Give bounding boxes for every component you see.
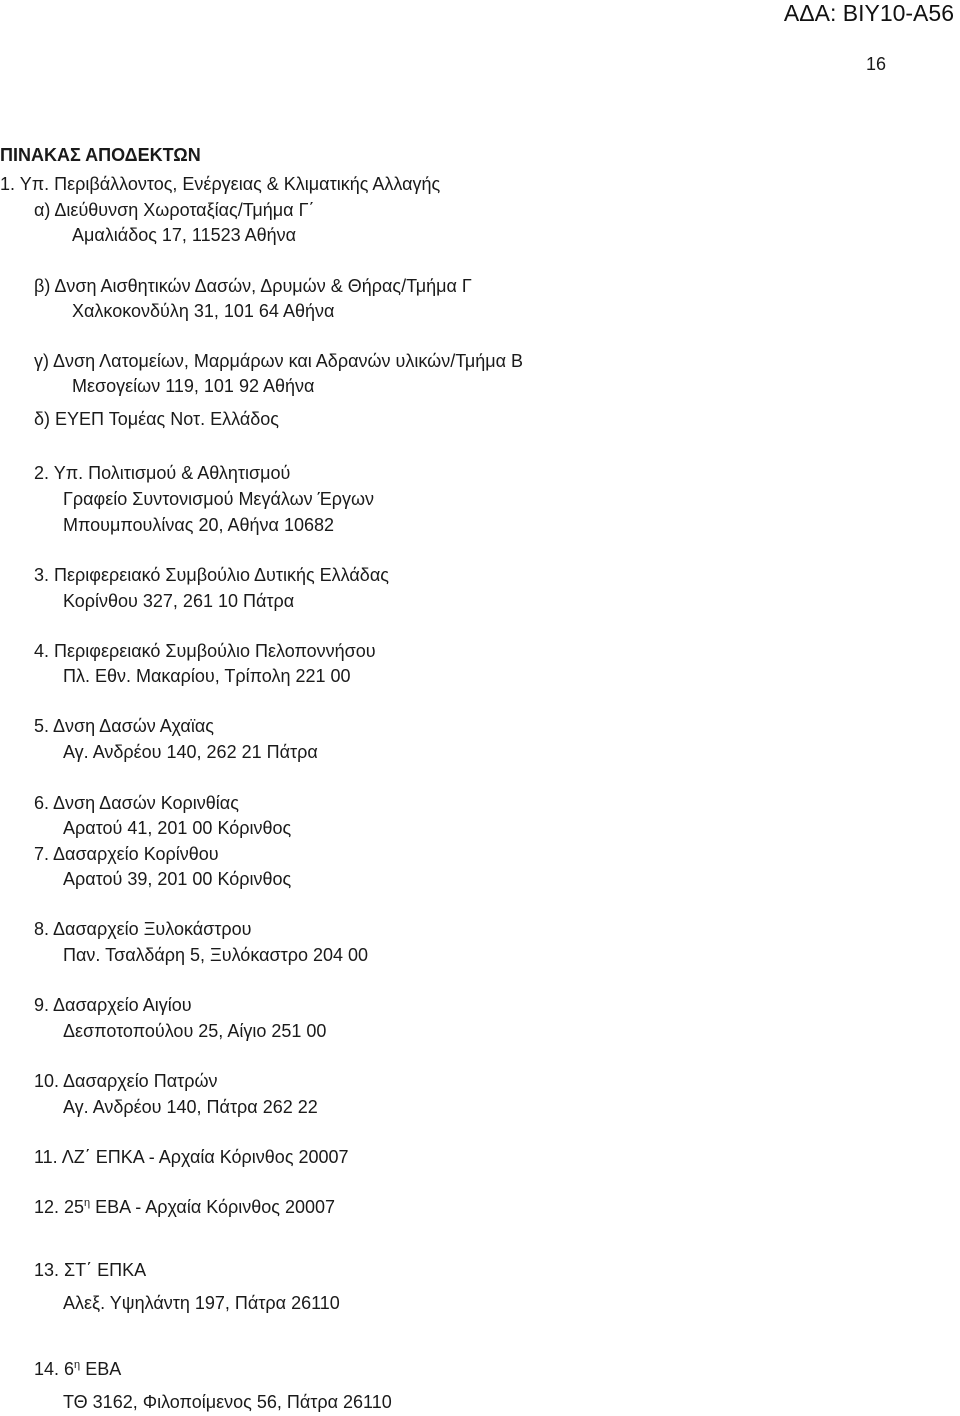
recipient-14-name: ΕΒΑ	[85, 1359, 122, 1379]
recipient-2-address: Μπουμπουλίνας 20, Αθήνα 10682	[63, 515, 335, 535]
recipient-2: 2. Υπ. Πολιτισμού & Αθλητισμού	[34, 463, 291, 483]
recipient-1a-address: Αμαλιάδος 17, 11523 Αθήνα	[72, 225, 297, 245]
recipient-1c: γ) Δνση Λατομείων, Μαρμάρων και Αδρανών υλικών/Τμήμα Β	[34, 351, 524, 371]
recipient-10-address: Αγ. Ανδρέου 140, Πάτρα 262 22	[63, 1097, 318, 1117]
recipient-13-address: Αλεξ. Υψηλάντη 197, Πάτρα 26110	[63, 1293, 340, 1313]
recipient-3-address: Κορίνθου 327, 261 10 Πάτρα	[63, 591, 295, 611]
recipient-14-address: ΤΘ 3162, Φιλοποίμενος 56, Πάτρα 26110	[63, 1392, 392, 1412]
recipient-14-num: 14. 6	[34, 1359, 75, 1379]
recipient-9: 9. Δασαρχείο Αιγίου	[34, 995, 192, 1015]
recipient-1a: α) Διεύθυνση Χωροταξίας/Τμήμα Γ΄	[34, 200, 315, 220]
recipient-1d: δ) ΕΥΕΠ Τομέας Νοτ. Ελλάδος	[34, 409, 279, 429]
recipient-7-address: Αρατού 39, 201 00 Κόρινθος	[63, 869, 292, 889]
recipient-13	[34, 1259, 146, 1281]
recipient-6-address: Αρατού 41, 201 00 Κόρινθος	[63, 818, 292, 838]
recipient-1c-address: Μεσογείων 119, 101 92 Αθήνα	[72, 376, 315, 396]
ada-code: ΑΔΑ: ΒΙΥ10-Α56	[783, 0, 954, 26]
recipient-3: 3. Περιφερειακό Συμβούλιο Δυτικής Ελλάδας	[34, 565, 389, 585]
recipient-9-address: Δεσποτοπούλου 25, Αίγιο 251 00	[63, 1021, 327, 1041]
recipient-10: 10. Δασαρχείο Πατρών	[34, 1071, 218, 1091]
recipient-14	[34, 1358, 121, 1380]
recipient-8: 8. Δασαρχείο Ξυλοκάστρου	[34, 919, 252, 939]
recipient-13-name: ΣΤ΄ ΕΠΚΑ	[64, 1260, 147, 1280]
page-number: 16	[866, 54, 887, 74]
recipient-7: 7. Δασαρχείο Κορίνθου	[34, 844, 219, 864]
recipient-12-num: 12. 25	[34, 1197, 85, 1217]
document-title: ΠΙΝΑΚΑΣ ΑΠΟΔΕΚΤΩΝ	[0, 145, 201, 165]
recipient-2-office: Γραφείο Συντονισμού Μεγάλων Έργων	[63, 489, 375, 509]
recipient-6: 6. Δνση Δασών Κορινθίας	[34, 793, 239, 813]
recipient-12-sup: η	[84, 1197, 91, 1209]
recipient-1b: β) Δνση Αισθητικών Δασών, Δρυμών & Θήρας/Τμήμα Γ	[34, 276, 472, 296]
recipient-5: 5. Δνση Δασών Αχαϊας	[34, 716, 214, 736]
recipient-5-address: Αγ. Ανδρέου 140, 262 21 Πάτρα	[63, 742, 318, 762]
recipient-4-address: Πλ. Εθν. Μακαρίου, Τρίπολη 221 00	[63, 666, 351, 686]
recipient-12	[34, 1196, 335, 1218]
recipient-11: 11. ΛΖ΄ ΕΠΚΑ - Αρχαία Κόρινθος 20007	[34, 1147, 349, 1167]
recipient-4: 4. Περιφερειακό Συμβούλιο Πελοποννήσου	[34, 641, 376, 661]
recipient-14-sup: η	[74, 1359, 81, 1371]
recipient-8-address: Παν. Τσαλδάρη 5, Ξυλόκαστρο 204 00	[63, 945, 369, 965]
recipient-13-num: 13.	[34, 1260, 60, 1280]
recipient-1b-address: Χαλκοκονδύλη 31, 101 64 Αθήνα	[72, 301, 335, 321]
recipient-1: 1. Υπ. Περιβάλλοντος, Ενέργειας & Κλιματικής Αλλαγής	[0, 174, 441, 194]
recipient-12-rest: ΕΒΑ - Αρχαία Κόρινθος 20007	[90, 1197, 336, 1217]
